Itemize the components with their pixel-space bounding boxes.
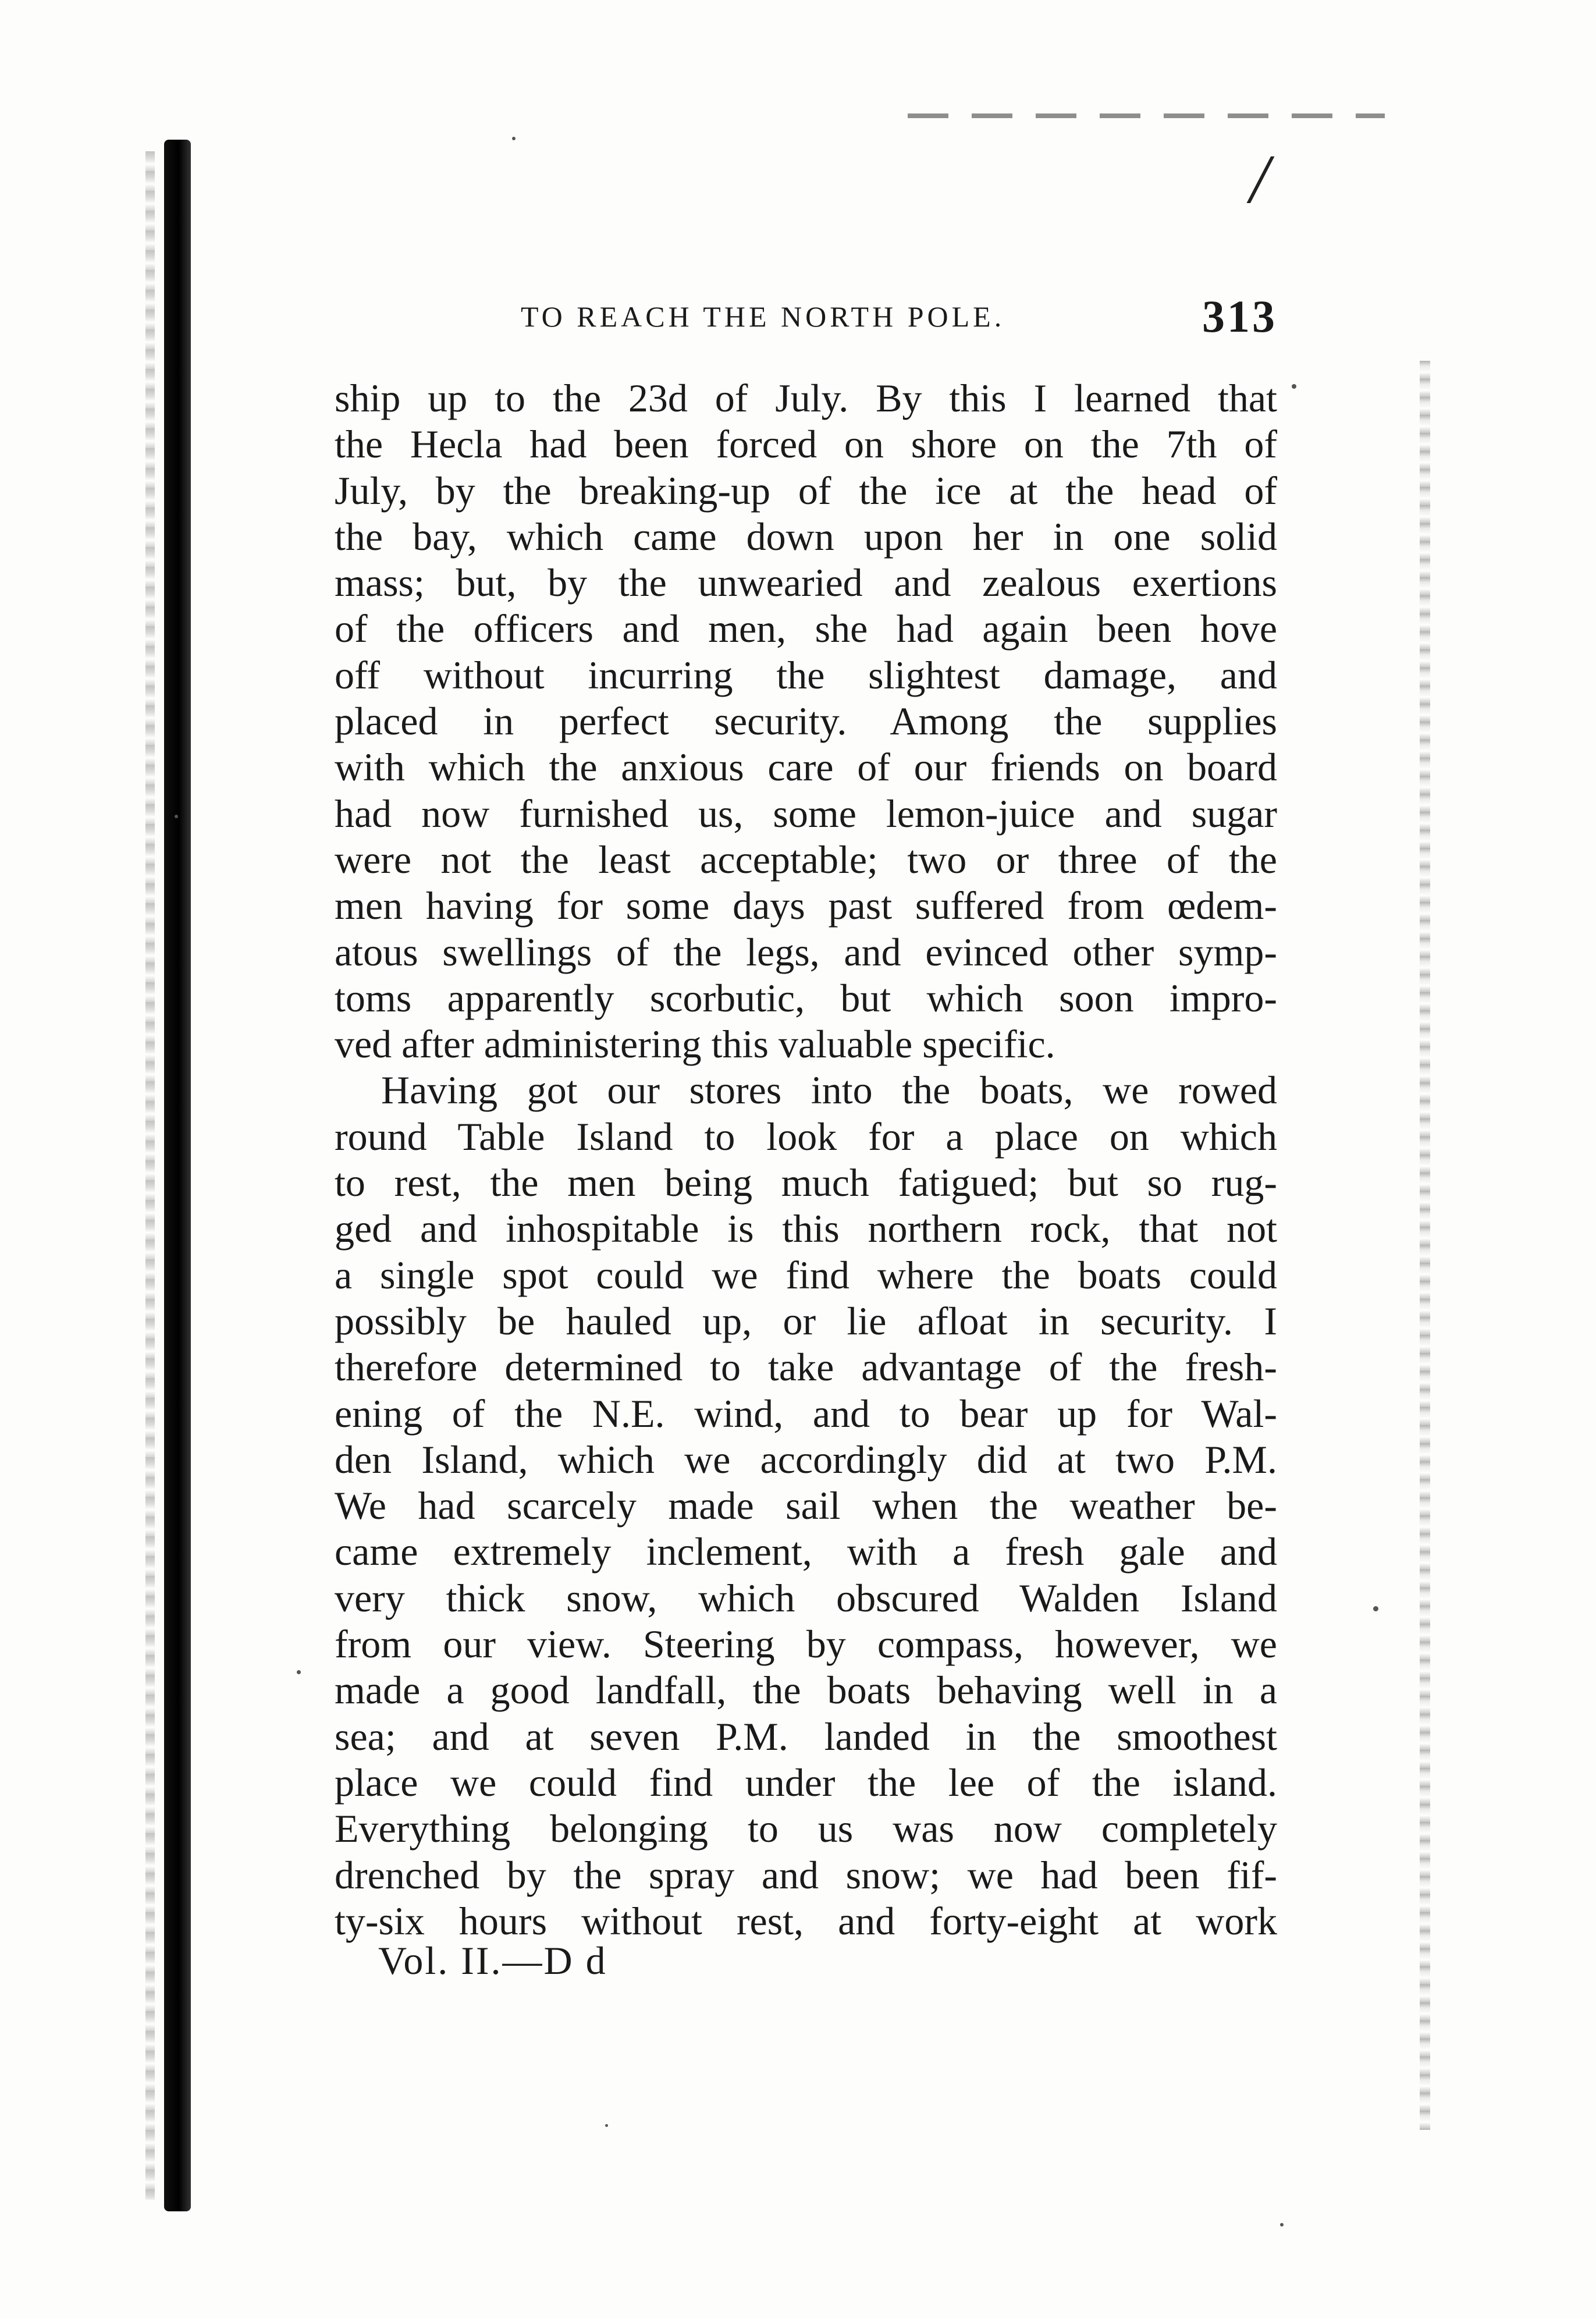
text-line: possibly be hauled up, or lie afloat in security. I xyxy=(335,1298,1277,1343)
text-line: ship up to the 23d of July. By this I learned that xyxy=(335,376,1277,420)
text-line: of the officers and men, she had again been hove xyxy=(335,606,1277,651)
running-head xyxy=(335,291,1277,346)
text-line: July, by the breaking-up of the ice at the head of xyxy=(335,468,1277,513)
text-line: men having for some days past suffered from œdem- xyxy=(335,883,1277,928)
text-line: a single spot could we find where the boats could xyxy=(335,1252,1277,1297)
running-head-title: TO REACH THE NORTH POLE. xyxy=(521,300,1005,333)
text-line: placed in perfect security. Among the supplies xyxy=(335,699,1277,744)
text-line: sea; and at seven P.M. landed in the smoothest xyxy=(335,1714,1277,1759)
text-line: off without incurring the slightest damage, and xyxy=(335,652,1277,697)
text-line: atous swellings of the legs, and evinced other symp- xyxy=(335,929,1277,974)
book-spine-edge xyxy=(164,140,191,2211)
text-line: to rest, the men being much fatigued; but so rug- xyxy=(335,1160,1277,1205)
text-line: den Island, which we accordingly did at two P.M. xyxy=(335,1437,1277,1482)
text-line: therefore determined to take advantage of the fresh- xyxy=(335,1345,1277,1390)
text-line: came extremely inclement, with a fresh gale and xyxy=(335,1529,1277,1574)
body-text xyxy=(335,375,1277,1944)
page-number: 313 xyxy=(1202,291,1277,342)
text-line: drenched by the spray and snow; we had been fif- xyxy=(335,1852,1277,1897)
text-line: ved after administering this valuable specific. xyxy=(335,1022,1055,1067)
text-line: very thick snow, which obscured Walden Island xyxy=(335,1575,1277,1620)
text-line: round Table Island to look for a place on which xyxy=(335,1114,1277,1159)
text-line: had now furnished us, some lemon-juice and sugar xyxy=(335,791,1277,836)
text-line: mass; but, by the unwearied and zealous exertions xyxy=(335,560,1277,605)
binding-shadow xyxy=(145,151,155,2200)
pencil-corner-mark: / xyxy=(1250,140,1270,218)
text-line: with which the anxious care of our friends on board xyxy=(335,745,1277,790)
text-line: were not the least acceptable; two or three of the xyxy=(335,837,1277,882)
text-line: ening of the N.E. wind, and to bear up for Wal- xyxy=(335,1391,1277,1436)
text-line: place we could find under the lee of the island. xyxy=(335,1760,1277,1805)
text-line: Having got our stores into the boats, we rowed xyxy=(381,1068,1277,1113)
text-line: Everything belonging to us was now completely xyxy=(335,1806,1277,1851)
text-line: from our view. Steering by compass, however, we xyxy=(335,1622,1277,1667)
text-line: toms apparently scorbutic, but which soon impro- xyxy=(335,975,1277,1020)
text-line: the Hecla had been forced on shore on the 7th of xyxy=(335,422,1277,467)
page-right-edge xyxy=(1420,361,1430,2130)
text-line: the bay, which came down upon her in one solid xyxy=(335,514,1277,559)
signature-mark: Vol. II.—D d xyxy=(378,1938,607,1983)
top-edge-marks xyxy=(908,113,1385,118)
text-line: ty-six hours without rest, and forty-eight at work xyxy=(335,1898,1277,1943)
text-line: ged and inhospitable is this northern rock, that not xyxy=(335,1206,1277,1251)
text-line: made a good landfall, the boats behaving well in a xyxy=(335,1668,1277,1713)
text-line: We had scarcely made sail when the weather be- xyxy=(335,1483,1277,1528)
